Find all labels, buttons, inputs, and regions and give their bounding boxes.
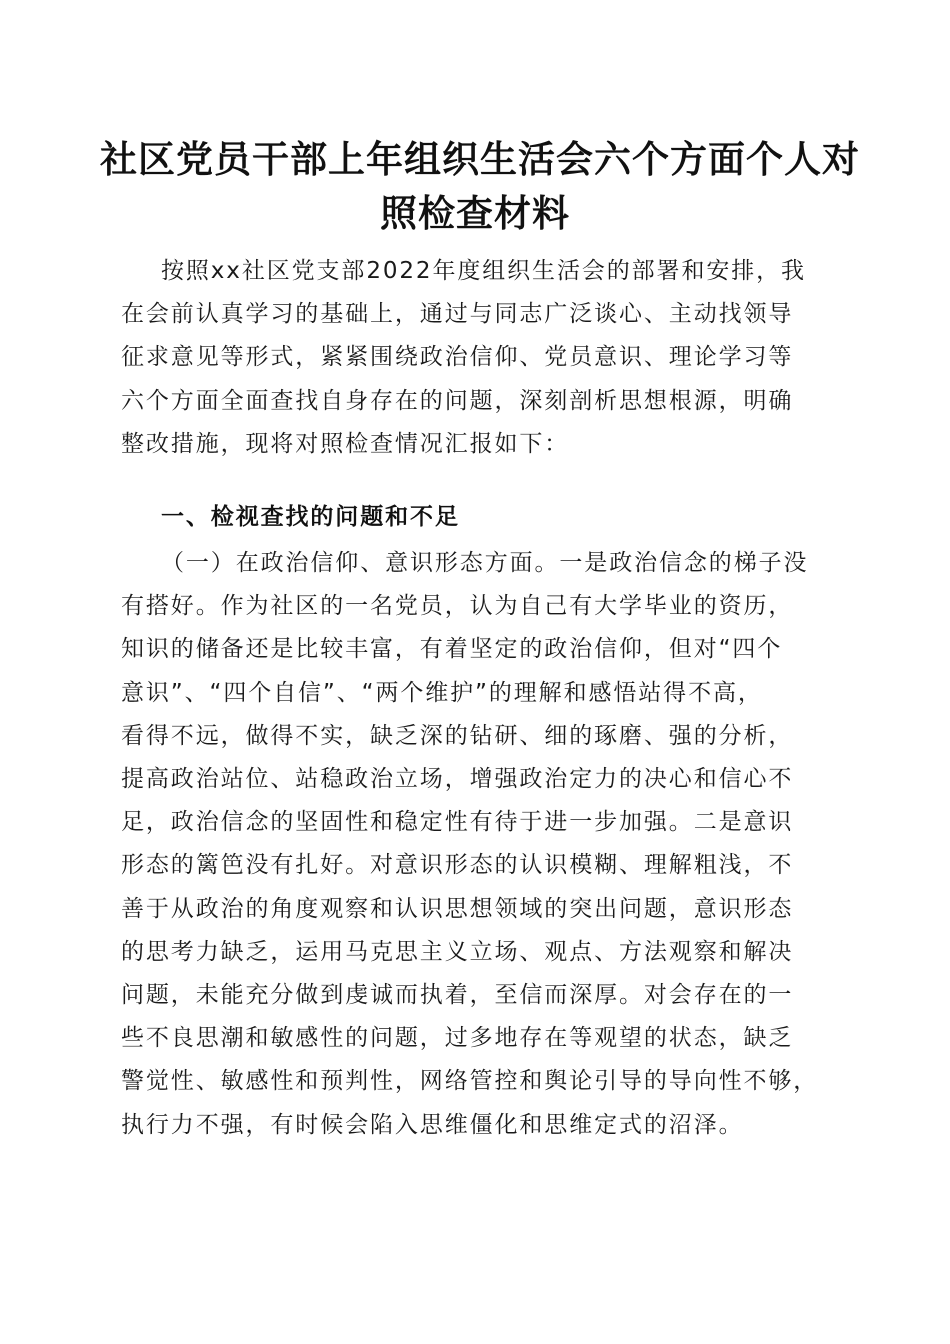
section-paragraph [121,542,833,1147]
section-line: 的思考力缺乏，运用马克思主义立场、观点、方法观察和解决 [121,938,794,965]
section-line: 执行力不强，有时候会陷入思维僵化和思维定式的沼泽。 [121,1111,744,1138]
section-line: 意识”、“四个自信”、“两个维护”的理解和感悟站得不高， [121,679,763,706]
section-line: 有搭好。作为社区的一名党员，认为自己有大学毕业的资历， [121,593,794,620]
document-title [100,132,860,240]
section-line: 看得不远，做得不实，缺乏深的钻研、细的琢磨、强的分析， [121,722,794,749]
section-line: 知识的储备还是比较丰富，有着坚定的政治信仰，但对“四个 [121,636,783,663]
section-line: 些不良思潮和敏感性的问题，过多地存在等观望的状态，缺乏 [121,1025,794,1052]
title-line-2: 照检查材料 [380,191,570,235]
title-line-1: 社区党员干部上年组织生活会六个方面个人对 [100,137,860,181]
section-line: 善于从政治的角度观察和认识思想领域的突出问题，意识形态 [121,895,794,922]
section-heading [121,496,833,539]
section-line: 提高政治站位、站稳政治立场，增强政治定力的决心和信心不 [121,766,794,793]
intro-line: 按照xx社区党支部2022年度组织生活会的部署和安排，我 [161,258,806,284]
section-line: 足，政治信念的坚固性和稳定性有待于进一步加强。二是意识 [121,809,794,836]
section-heading-text: 一、检视查找的问题和不足 [161,504,460,530]
section-line: （一）在政治信仰、意识形态方面。一是政治信念的梯子没 [161,550,809,576]
section-line: 问题，未能充分做到虔诚而执着，至信而深厚。对会存在的一 [121,982,794,1009]
section-line: 警觉性、敏感性和预判性，网络管控和舆论引导的导向性不够， [121,1068,819,1095]
intro-paragraph [121,250,833,466]
intro-line: 征求意见等形式，紧紧围绕政治信仰、党员意识、理论学习等 [121,344,794,371]
intro-line: 六个方面全面查找自身存在的问题，深刻剖析思想根源，明确 [121,387,794,414]
intro-line: 在会前认真学习的基础上，通过与同志广泛谈心、主动找领导 [121,301,794,328]
section-line: 形态的篱笆没有扎好。对意识形态的认识模糊、理解粗浅，不 [121,852,794,879]
intro-line: 整改措施，现将对照检查情况汇报如下： [121,430,570,457]
